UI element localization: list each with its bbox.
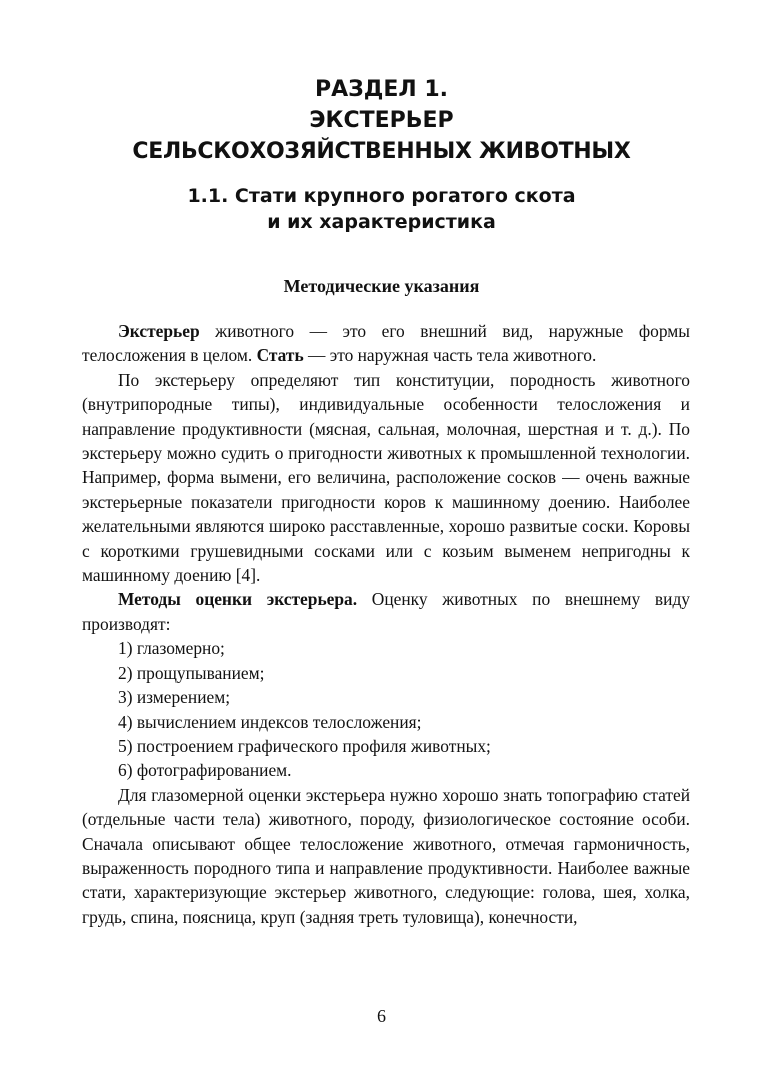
list-item: 1) глазомерно; xyxy=(118,638,225,659)
definition-text-2: — это наружная часть тела животного. xyxy=(303,345,597,366)
list-item: 6) фотографированием. xyxy=(118,760,292,781)
section-title-line-2: СЕЛЬСКОХОЗЯЙСТВЕННЫХ ЖИВОТНЫХ xyxy=(132,139,631,164)
list-item: 4) вычислением индексов телосложения; xyxy=(118,711,422,732)
methods-intro-text: Оценку животных по внешнему виду производят: xyxy=(82,589,690,634)
paragraph-exterior-usage: По экстерьеру определяют тип конституции, породность животного (внутрипородные типы), индивидуальные особенности телосложения и направление продуктивности (мясная, сальная, молочная, шерстная и т. д.). По экстерьеру можно судить о пригодности животных к промышленной технологии. Например, форма вымени, его величина, расположение сосков — очень важные экстерьерные показатели пригодности коров к машинному доению. Наиболее желательными являются широко расставленные, хорошо развитые соски. Коровы с короткими грушевидными сосками или с козьим выменем непригодны к машинному доению [4]. xyxy=(82,369,690,586)
list-item: 2) прощупыванием; xyxy=(118,662,265,683)
term-exterior: Экстерьер xyxy=(118,321,200,341)
list-item: 5) построением графического профиля животных; xyxy=(118,735,491,756)
paragraph-visual-assessment: Для глазомерной оценки экстерьера нужно хорошо знать топографию статей (отдельные части тела) животного, породу, физиологическое состояние особи. Сначала описывают общее телосложение животного, отмечая гармоничность, выраженность породного типа и направление продуктивности. Наиболее важные стати, характеризующие экстерьер животного, следующие: голова, шея, холка, грудь, спина, поясница, круп (задняя треть туловища), конечности, xyxy=(82,784,690,927)
subsection-title-line-2: и их характеристика xyxy=(267,211,496,233)
term-stat: Стать xyxy=(256,345,304,366)
page-number: 6 xyxy=(377,1006,386,1026)
method-guidelines-title: Методические указания xyxy=(283,276,480,296)
section-title-line-1: ЭКСТЕРЬЕР xyxy=(309,108,454,133)
subsection-title-line-1: 1.1. Стати крупного рогатого скота xyxy=(187,185,576,207)
definition-text-1: животного — это его внешний вид, наружные формы телосложения в целом. xyxy=(82,321,690,366)
term-methods: Методы оценки экстерьера. xyxy=(118,589,358,610)
body-text xyxy=(82,319,690,929)
list-item: 3) измерением; xyxy=(118,687,231,708)
paragraph-definition xyxy=(82,319,690,368)
paragraph-methods-intro xyxy=(82,587,690,636)
section-number: РАЗДЕЛ 1. xyxy=(315,77,448,102)
